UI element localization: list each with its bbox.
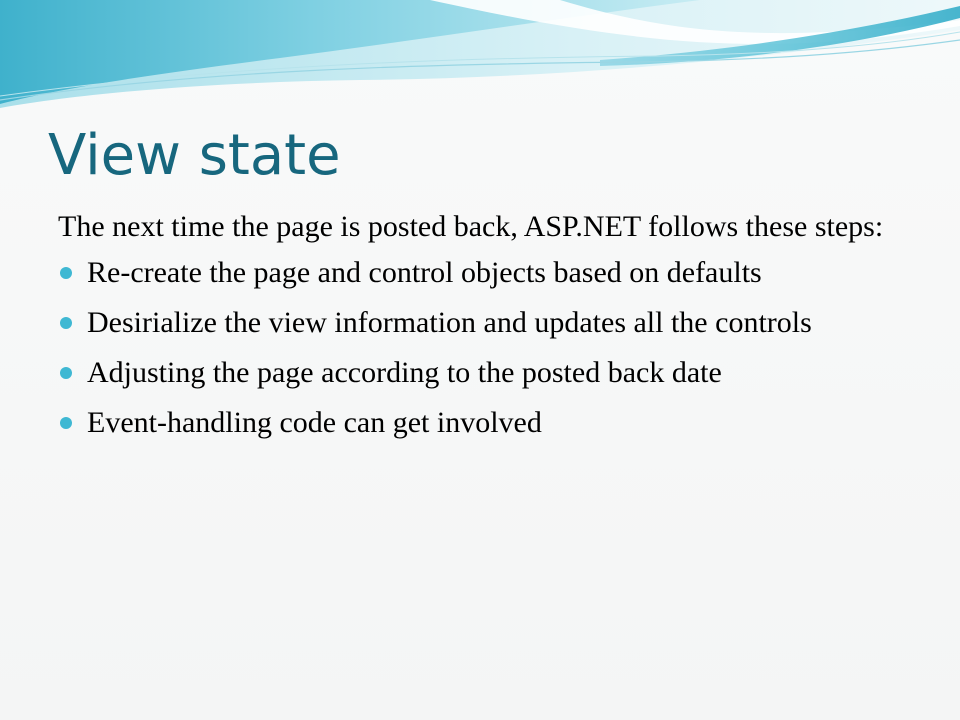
bullet-text: Event-handling code can get involved [87,406,542,439]
bullet-icon [60,267,72,279]
bullet-item [58,404,908,442]
bullet-item [58,304,908,342]
bullet-list [58,254,908,442]
slide-title: View state [48,123,341,188]
bullet-item [58,254,908,292]
intro-text: The next time the page is posted back, ASP.NET follows these steps: [58,210,884,243]
bullet-item [58,354,908,392]
bullet-icon [60,417,72,429]
bullet-text: Desirialize the view information and updates all the controls [87,306,812,339]
bullet-text: Adjusting the page according to the posted back date [87,356,722,389]
bullet-text: Re-create the page and control objects based on defaults [87,256,762,289]
bullet-icon [60,317,72,329]
bullet-icon [60,367,72,379]
slide-body [58,208,908,454]
header-wave-decoration [0,0,960,130]
